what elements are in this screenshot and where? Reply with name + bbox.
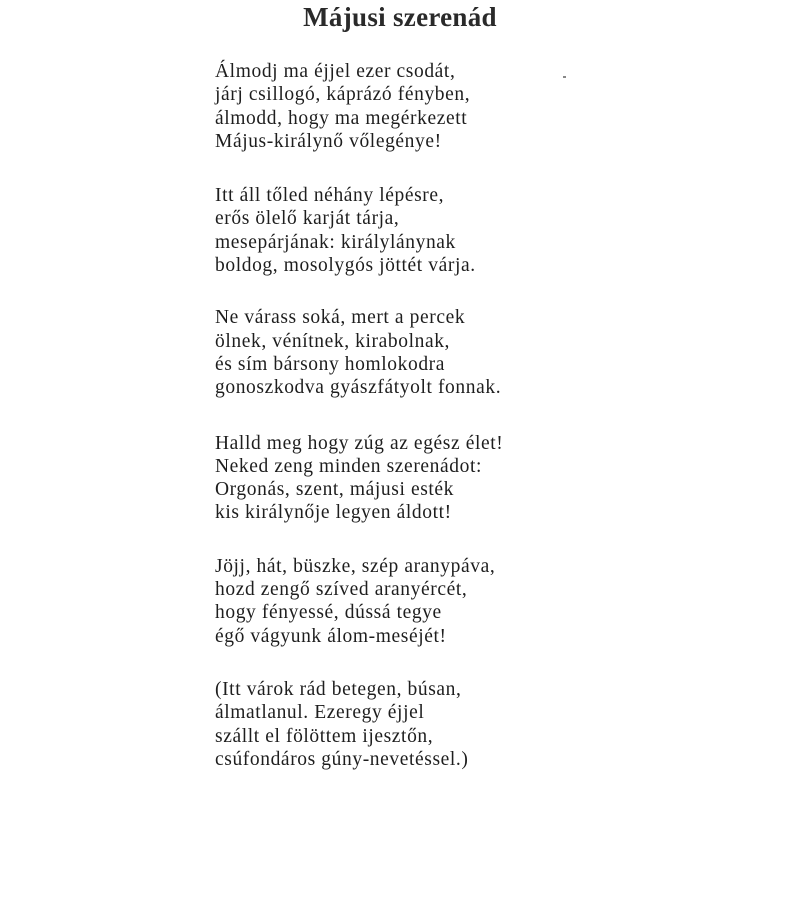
stanza-3 [215, 306, 755, 399]
verse-line: és sím bársony homlokodra [215, 353, 446, 375]
verse-line: (Itt várok rád betegen, búsan, [215, 678, 462, 700]
verse-line: kis királynője legyen áldott! [215, 502, 452, 524]
verse-line: mesepárjának: királylánynak [215, 231, 456, 253]
verse-line: szállt el fölöttem ijesztőn, [215, 725, 434, 747]
verse-line: álmatlanul. Ezeregy éjjel [215, 702, 425, 724]
verse-line: Május-királynő vőlegénye! [215, 130, 442, 152]
stanza-5 [215, 555, 755, 648]
verse-line: járj csillogó, káprázó fényben, [215, 84, 471, 106]
verse-line: ölnek, vénítnek, kirabolnak, [215, 330, 451, 352]
verse-line: csúfondáros gúny-nevetéssel.) [215, 748, 469, 770]
verse-line: Itt áll tőled néhány lépésre, [215, 185, 445, 207]
stanza-6 [215, 678, 755, 771]
poem-body [215, 60, 755, 798]
verse-line: Neked zeng minden szerenádot: [215, 455, 483, 477]
verse-line: gonoszkodva gyászfátyolt fonnak. [215, 377, 502, 399]
poem-title: Májusi szerenád [303, 2, 497, 32]
verse-line: hogy fényessé, dússá tegye [215, 602, 442, 624]
stanza-1 [215, 60, 755, 153]
verse-line: erős ölelő karját tárja, [215, 208, 400, 230]
verse-line: Jöjj, hát, büszke, szép aranypáva, [215, 555, 496, 577]
verse-line: Orgonás, szent, májusi esték [215, 479, 455, 501]
verse-line: álmodd, hogy ma megérkezett [215, 107, 468, 129]
verse-line: Halld meg hogy zúg az egész élet! [215, 432, 504, 454]
stanza-4 [215, 432, 755, 525]
verse-line: boldog, mosolygós jöttét várja. [215, 255, 476, 277]
verse-line: Ne várass soká, mert a percek [215, 307, 466, 329]
verse-line: Álmodj ma éjjel ezer csodát, [215, 61, 456, 82]
verse-line: égő vágyunk álom-meséjét! [215, 625, 447, 647]
stanza-2 [215, 184, 755, 277]
verse-line: hozd zengő szíved aranyércét, [215, 579, 468, 601]
